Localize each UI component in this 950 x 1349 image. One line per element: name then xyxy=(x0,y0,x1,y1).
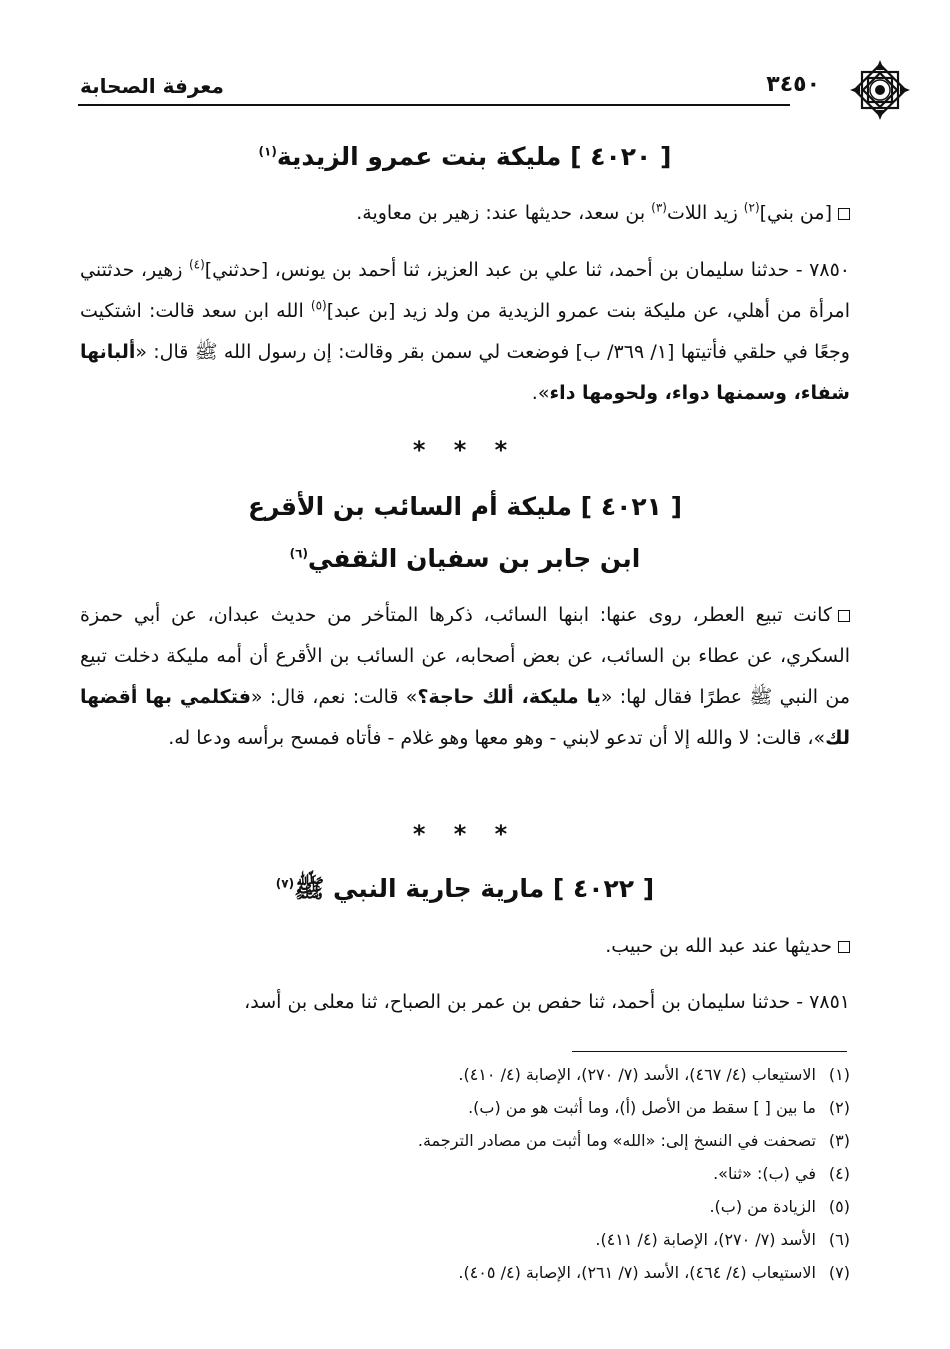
footnote-text: الاستيعاب (٤/ ٤٦٤)، الأسد (٧/ ٢٦١)، الإصابة (٤/ ٤٠٥). xyxy=(458,1263,816,1282)
footnote-text: الأسد (٧/ ٢٧٠)، الإصابة (٤/ ٤١١). xyxy=(595,1230,816,1249)
footnote-ref: (٣) xyxy=(651,200,667,215)
footnote-text: الاستيعاب (٤/ ٤٦٧)، الأسد (٧/ ٢٧٠)، الإصابة (٤/ ٤١٠). xyxy=(458,1065,816,1084)
footnote-ref: (٥) xyxy=(310,298,327,313)
footnote-text: ما بين [ ] سقط من الأصل (أ)، وما أثبت هو من (ب). xyxy=(468,1098,816,1117)
footnote-ref: (٢) xyxy=(743,200,760,215)
entry-title-text: [ ٤٠٢٠ ] مليكة بنت عمرو الزيدية xyxy=(276,142,672,171)
footnotes xyxy=(80,1058,850,1289)
footnote-number: (٦) xyxy=(828,1230,850,1249)
entry-paragraph xyxy=(80,595,850,759)
footnote-ref: (١) xyxy=(258,144,277,159)
footnote-item xyxy=(80,1058,850,1091)
footnote-number: (٧) xyxy=(828,1263,850,1282)
entry-text: »، قالت: لا والله إلا أن تدعو لابني - وهو معها وهو غلام - فأتاه فمسح برأسه ودعا له. xyxy=(168,727,826,749)
footnote-ref: (٤) xyxy=(188,257,205,272)
entry-title-text: ابن جابر بن سفيان الثقفي xyxy=(307,544,641,573)
entry-4020 xyxy=(80,138,850,176)
entry-title-text: [ ٤٠٢٢ ] مارية جارية النبي ﷺ xyxy=(294,874,655,903)
intro-text: [من بني] xyxy=(759,202,832,224)
entry-title xyxy=(80,870,850,908)
hadith-paragraph xyxy=(80,250,850,414)
square-bullet-icon xyxy=(838,941,850,953)
footnote-number: (٤) xyxy=(828,1164,850,1183)
hadith-text: ٧٨٥٠ - حدثنا سليمان بن أحمد، ثنا علي بن عبد العزيز، ثنا أحمد بن يونس، [حدثني] xyxy=(204,259,850,281)
footnote-text: الزيادة من (ب). xyxy=(709,1197,816,1216)
intro-text: زيد اللات xyxy=(666,202,744,224)
hadith-7850 xyxy=(80,250,850,414)
footnote-number: (٣) xyxy=(828,1131,850,1150)
footnote-divider xyxy=(572,1051,847,1052)
footnote-item xyxy=(80,1223,850,1256)
hadith-7851 xyxy=(80,982,850,1023)
entry-4022-intro xyxy=(80,926,850,967)
entry-title xyxy=(80,138,850,176)
page-number: ٣٤٥٠ xyxy=(766,72,820,97)
footnote-number: (٢) xyxy=(828,1098,850,1117)
hadith-text: ». xyxy=(531,382,550,404)
intro-text: حديثها عند عبد الله بن حبيب. xyxy=(605,935,832,957)
book-title: معرفة الصحابة xyxy=(80,74,224,98)
entry-text: كانت تبيع العطر، روى عنها: ابنها السائب، ذكرها المتأخر من حديث عبدان، عن أبي حمزة السكري، عن عطاء بن السائب، عن بعض أصحابه، عن السائب بن الأقرع أن أمه مليكة دخلت تبيع من النبي ﷺ عطرًا فقال لها: « xyxy=(80,604,851,708)
hadith-text: زهير، حدثتني امرأة من أهلي، عن مليكة بنت عمرو الزيدية من ولد زيد [بن عبد] xyxy=(80,259,850,322)
section-separator: * * * xyxy=(412,820,518,848)
running-header xyxy=(80,62,852,102)
footnote-item xyxy=(80,1157,850,1190)
entry-4022 xyxy=(80,870,850,908)
entry-text: » قالت: نعم، قال: « xyxy=(250,686,418,708)
prophetic-quote: فتكلمي بها أقضها لك xyxy=(80,686,850,749)
entry-4021-text xyxy=(80,595,850,759)
entry-intro xyxy=(80,926,850,967)
entry-intro xyxy=(80,193,850,234)
prophetic-quote: يا مليكة، ألك حاجة؟ xyxy=(417,686,601,708)
header-divider xyxy=(78,104,790,106)
footnote-item xyxy=(80,1190,850,1223)
footnote-item xyxy=(80,1091,850,1124)
hadith-text: الله ابن سعد قالت: اشتكيت وجعًا في حلقي فأتيتها [١/ ٣٦٩/ ب] فوضعت لي سمن بقر وقالت: إن رسول الله ﷺ قال: « xyxy=(80,300,850,363)
intro-text: بن سعد، حديثها عند: زهير بن معاوية. xyxy=(356,202,652,224)
footnote-text: في (ب): «ثنا». xyxy=(713,1164,816,1183)
section-separator: * * * xyxy=(412,436,518,464)
prophetic-quote: ألبانها شفاء، وسمنها دواء، ولحومها داء xyxy=(80,341,850,404)
entry-title: [ ٤٠٢١ ] مليكة أم السائب بن الأقرع xyxy=(247,492,683,521)
entry-4020-intro xyxy=(80,193,850,234)
footnote-item xyxy=(80,1256,850,1289)
footnote-ref: (٧) xyxy=(275,876,295,891)
footnote-number: (٥) xyxy=(828,1197,850,1216)
hadith-paragraph: ٧٨٥١ - حدثنا سليمان بن أحمد، ثنا حفص بن عمر بن الصباح، ثنا معلى بن أسد، xyxy=(244,991,850,1013)
square-bullet-icon xyxy=(838,208,850,220)
footnote-number: (١) xyxy=(828,1065,850,1084)
entry-4021 xyxy=(80,488,850,578)
entry-title-line2 xyxy=(80,540,850,578)
footnote-text: تصحفت في النسخ إلى: «الله» وما أثبت من مصادر الترجمة. xyxy=(417,1131,816,1150)
footnote-ref: (٦) xyxy=(289,546,308,561)
square-bullet-icon xyxy=(838,610,850,622)
star-rosette-ornament-icon xyxy=(848,58,912,122)
footnote-item xyxy=(80,1124,850,1157)
